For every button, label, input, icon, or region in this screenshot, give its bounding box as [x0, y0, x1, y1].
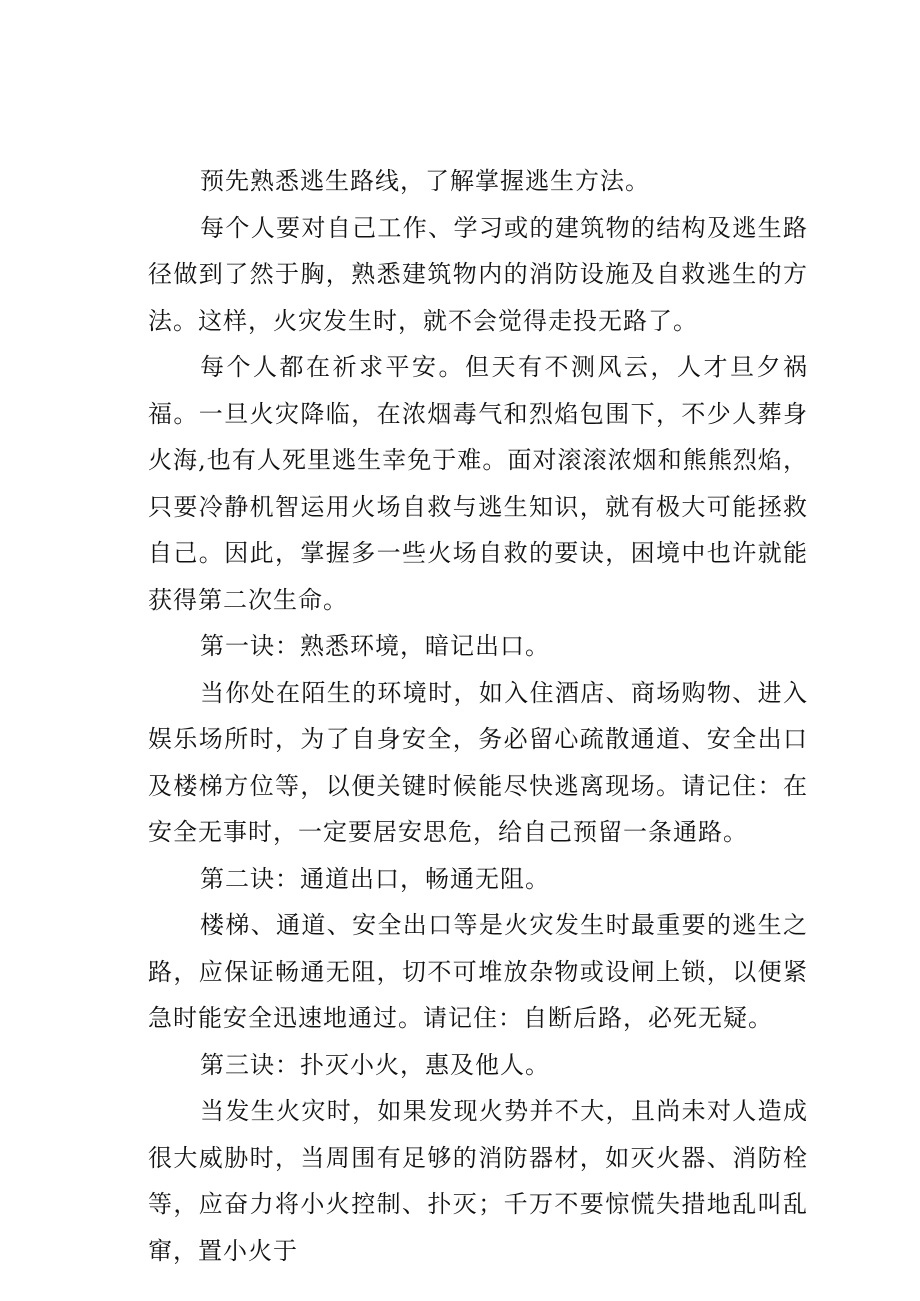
- paragraph-know-building: 每个人要对自己工作、学习或的建筑物的结构及逃生路径做到了然于胸，熟悉建筑物内的消防设施及自救逃生的方法。这样，火灾发生时，就不会觉得走投无路了。: [148, 213, 808, 335]
- heading-tip-three: 第三诀：扑灭小火，惠及他人。: [200, 1050, 550, 1079]
- paragraph-tip-two: 楼梯、通道、安全出口等是火灾发生时最重要的逃生之路，应保证畅通无阻，切不可堆放杂物或设闸上锁，以便紧急时能安全迅速地通过。请记住：自断后路，必死无疑。: [148, 911, 808, 1032]
- heading-tip-one: 第一诀：熟悉环境，暗记出口。: [200, 632, 550, 660]
- paragraph-escape-route-intro: 预先熟悉逃生路线，了解掌握逃生方法。: [200, 167, 650, 195]
- paragraph-tip-one: 当你处在陌生的环境时，如入住酒店、商场购物、进入娱乐场所时，为了自身安全，务必留心疏散通道、安全出口及楼梯方位等，以便关键时候能尽快逃离现场。请记住：在安全无事时，一定要居安思危，给自己预留一条通路。: [148, 678, 808, 846]
- paragraph-pray-safety: 每个人都在祈求平安。但天有不测风云，人才旦夕祸福。一旦火灾降临，在浓烟毒气和烈焰包围下，不少人葬身火海,也有人死里逃生幸免于难。面对滚滚浓烟和熊熊烈焰，只要冷静机智运用火场自救与逃生知识，就有极大可能拯救自己。因此，掌握多一些火场自救的要诀，困境中也许就能获得第二次生命。: [148, 353, 808, 614]
- heading-tip-two: 第二诀：通道出口，畅通无阻。: [200, 864, 550, 893]
- document-body: [148, 158, 808, 1274]
- paragraph-tip-three: 当发生火灾时，如果发现火势并不大，且尚未对人造成很大威胁时，当周围有足够的消防器材，如灭火器、消防栓等，应奋力将小火控制、扑灭；千万不要惊慌失措地乱叫乱窜，置小火于: [148, 1097, 808, 1265]
